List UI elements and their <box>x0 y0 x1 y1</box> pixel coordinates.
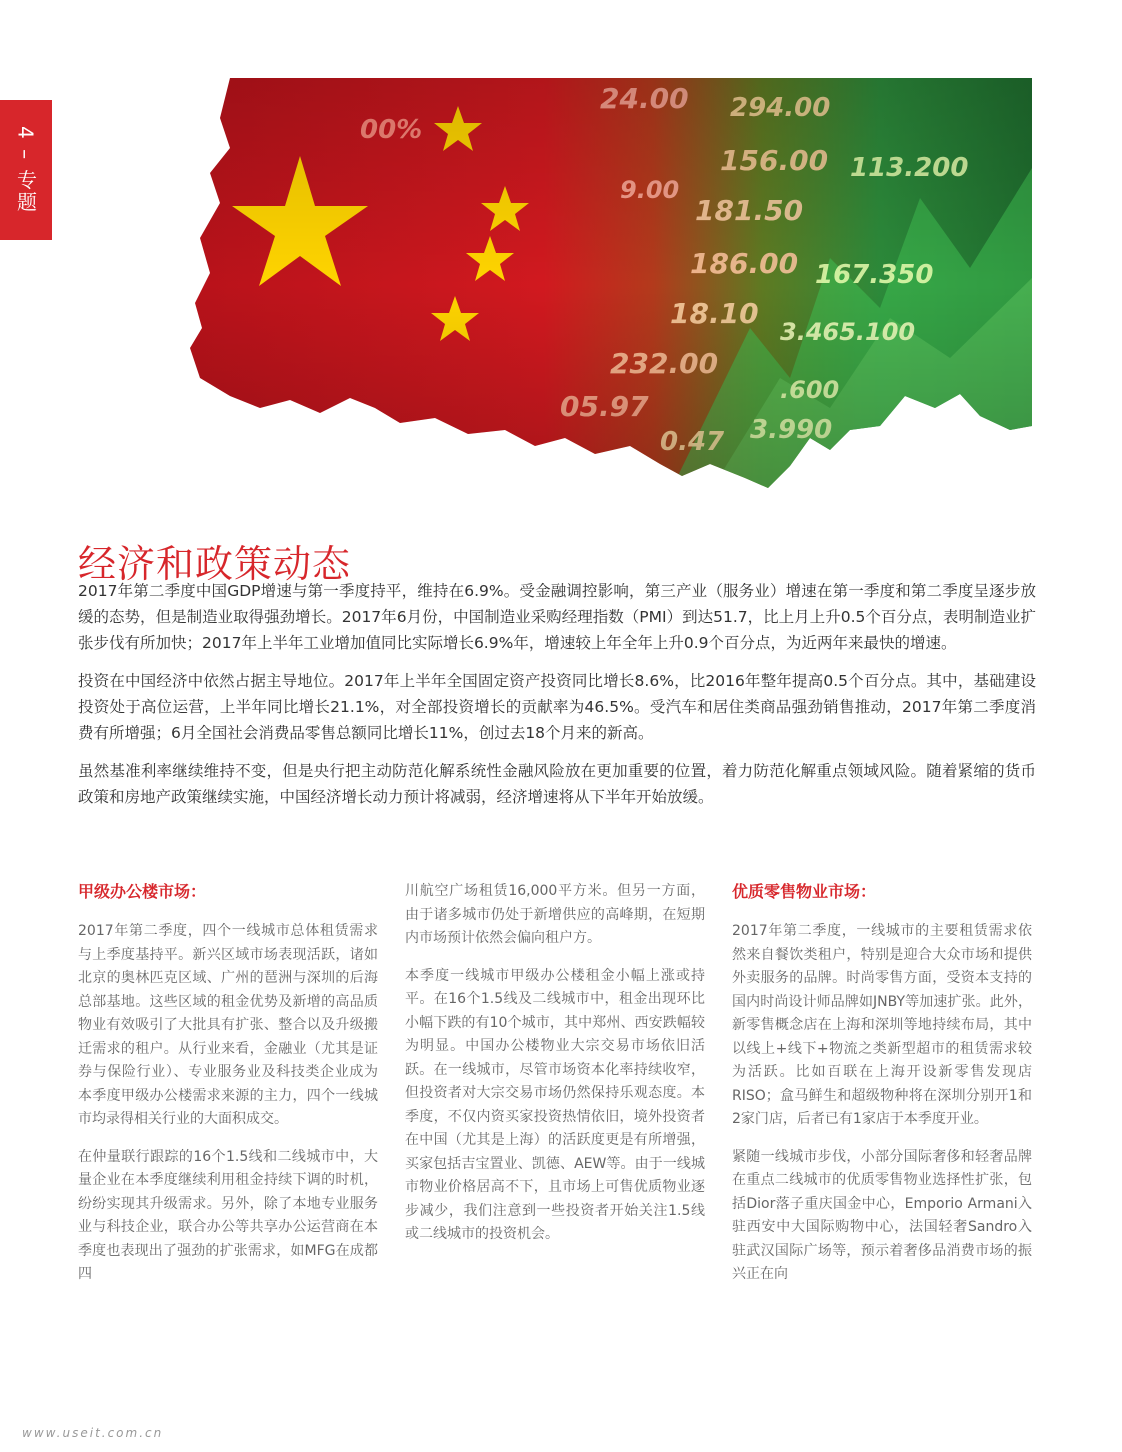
intro-paragraph-2: 投资在中国经济中依然占据主导地位。2017年上半年全国固定资产投资同比增长8.6%，比2016年整年提高0.5个百分点。其中，基础建设投资处于高位运营，上半年同比增长21.1%，对全部投资增长的贡献率为46.5%。受汽车和居住类商品强劲销售推动，2017年第二季度消费有所增强；6月全国社会消费品零售总额同比增长11%，创过去18个月来的新高。 <box>78 672 1036 742</box>
retail-market-heading: 优质零售物业市场： <box>732 882 877 901</box>
office-market-paragraph-2: 在仲量联行跟踪的16个1.5线和二线城市中，大量企业在本季度继续利用租金持续下调的时机，纷纷实现其升级需求。另外，除了本地专业服务业与科技企业，联合办公等共享办公运营商在本季度也表现出了强劲的扩张需求，如MFG在成都四 <box>78 1148 378 1282</box>
hero-image <box>190 78 1032 492</box>
page-title: 经济和政策动态 <box>78 542 352 587</box>
office-market-paragraph-3: 川航空广场租赁16,000平方米。但另一方面，由于诸多城市仍处于新增供应的高峰期，在短期内市场预计依然会偏向租户方。 <box>405 883 705 946</box>
section-tab-label-wrap <box>0 100 52 240</box>
office-market-paragraph-1: 2017年第二季度，四个一线城市总体租赁需求与上季度基持平。新兴区域市场表现活跃，诸如北京的奥林匹克区域、广州的琶洲与深圳的后海总部基地。这些区域的租金优势及新增的高品质物业有效吸引了大批具有扩张、整合以及升级搬迁需求的租户。从行业来看，金融业（尤其是证券与保险行业）、专业服务业及科技类企业成为本季度甲级办公楼需求来源的主力，四个一线城市均录得相关行业的大面积成交。 <box>78 923 378 1127</box>
retail-market-column <box>732 880 1032 1301</box>
office-market-paragraph-4: 本季度一线城市甲级办公楼租金小幅上涨或持平。在16个1.5线及二线城市中，租金出现环比小幅下跌的有10个城市，其中郑州、西安跌幅较为明显。中国办公楼物业大宗交易市场依旧活跃。在一线城市，尽管市场资本化率持续收窄，但投资者对大宗交易市场仍然保持乐观态度。本季度，不仅内资买家投资热情依旧，境外投资者在中国（尤其是上海）的活跃度更是有所增强，买家包括吉宝置业、凯德、AEW等。由于一线城市物业价格居高不下，且市场上可售优质物业逐步减少，我们注意到一些投资者开始关注1.5线或二线城市的投资机会。 <box>405 967 705 1242</box>
retail-market-paragraph-1: 2017年第二季度，一线城市的主要租赁需求依然来自餐饮类租户，特别是迎合大众市场和提供外卖服务的品牌。时尚零售方面，受资本支持的国内时尚设计师品牌如JNBY等加速扩张。此外，新零售概念店在上海和深圳等地持续布局，其中以线上+线下+物流之类新型超市的租赁需求较为活跃。比如百联在上海开设新零售发现店RISO；盒马鲜生和超级物种将在深圳分别开1和2家门店，后者已有1家店于本季度开业。 <box>732 923 1032 1127</box>
intro-paragraph-3: 虽然基准利率继续维持不变，但是央行把主动防范化解系统性金融风险放在更加重要的位置，着力防范化解重点领域风险。随着紧缩的货币政策和房地产政策继续实施，中国经济增长动力预计将减弱，经济增速将从下半年开始放缓。 <box>78 762 1036 806</box>
intro-paragraph-1: 2017年第二季度中国GDP增速与第一季度持平，维持在6.9%。受金融调控影响，第三产业（服务业）增速在第一季度和第二季度呈逐步放缓的态势，但是制造业取得强劲增长。2017年6月份，中国制造业采购经理指数（PMI）到达51.7，比上月上升0.5个百分点，表明制造业扩张步伐有所加快；2017年上半年工业增加值同比实际增长6.9%年，增速较上年全年上升0.9个百分点，为近两年来最快的增速。 <box>78 582 1036 652</box>
office-market-column <box>78 880 378 1301</box>
section-tab-label: 4 – 专题 <box>13 126 38 214</box>
retail-market-paragraph-2: 紧随一线城市步伐，小部分国际奢侈和轻奢品牌在重点二线城市的优质零售物业选择性扩张，包括Dior落子重庆国金中心，Emporio Armani入驻西安中大国际购物中心，法国轻奢Sandro入驻武汉国际广场等，预示着奢侈品消费市场的振兴正在向 <box>732 1148 1032 1282</box>
hero-flag-market-illustration <box>190 78 1032 492</box>
office-market-continued-column <box>405 880 705 1261</box>
intro-section <box>78 578 1036 822</box>
office-market-heading: 甲级办公楼市场： <box>78 882 207 901</box>
watermark: www.useit.com.cn <box>22 1426 164 1440</box>
